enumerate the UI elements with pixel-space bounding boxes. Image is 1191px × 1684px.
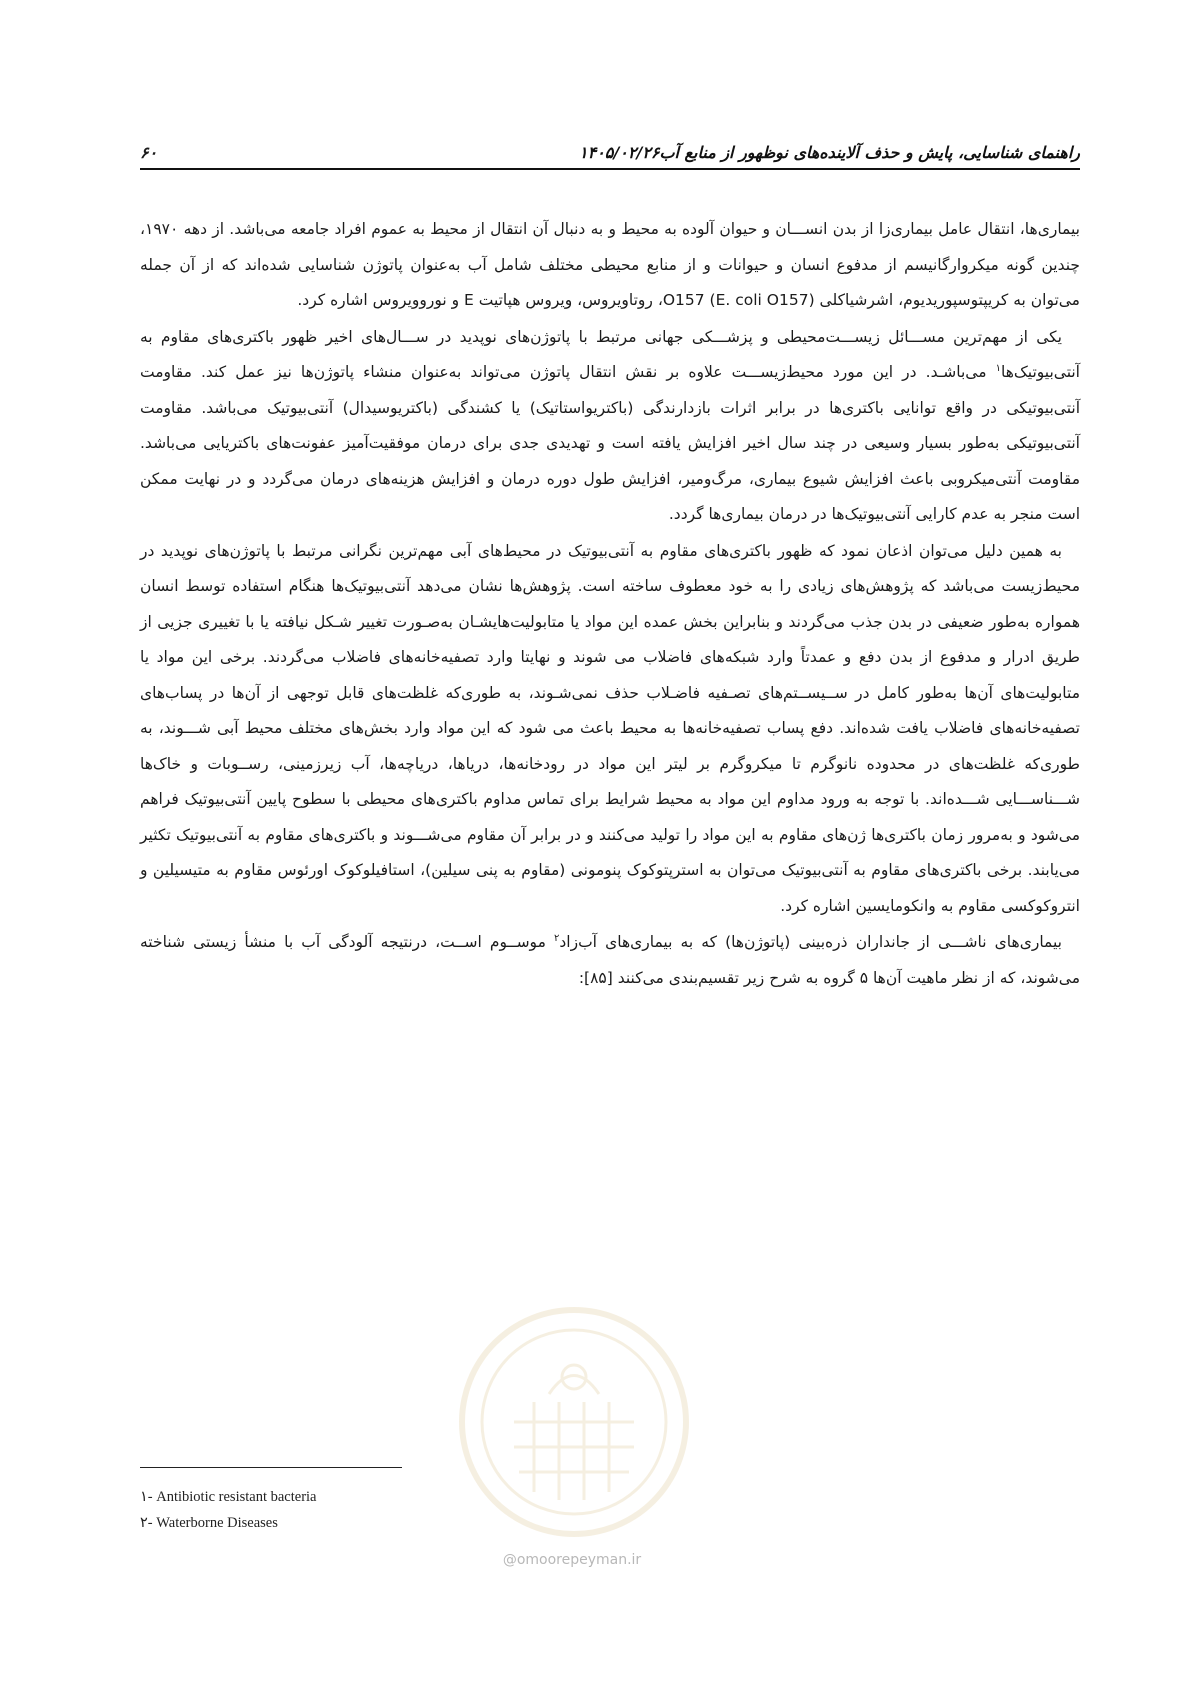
header-title: راهنمای شناسایی، پایش و حذف آلاینده‌های نوظهور از منابع آب	[659, 143, 1080, 162]
footnote-divider	[140, 1467, 402, 1468]
paragraph-4: بیماری‌های ناشـــی از جانداران ذره‌بینی (پاتوژن‌ها) که به بیماری‌های آب‌زاد$^۲$ موســوم اســت، درنتیجه آلودگی آب با منشأ زیستی شناخته می‌شوند، که از نظر ماهیت آن‌ها ۵ گروه به شرح زیر تقسیم‌بندی می‌کنند [۸۵]:	[140, 932, 1080, 987]
header-divider	[140, 168, 1080, 170]
footnote-1: ۱- Antibiotic resistant bacteria	[140, 1489, 317, 1505]
header-date: ۱۴۰۵/۰۲/۲۶	[579, 143, 660, 162]
footnote-2: ۲- Waterborne Diseases	[140, 1515, 278, 1531]
watermark-site: @omoorepeyman.ir	[502, 1552, 642, 1568]
footnote-ref-2: ۲	[554, 932, 560, 944]
footnotes	[140, 1484, 640, 1536]
running-header	[140, 128, 1080, 162]
footnote-ref-1: ۱	[995, 362, 1002, 374]
page-number: ۶۰	[140, 143, 158, 162]
paragraph-2: یکی از مهم‌ترین مســـائل زیســـت‌محیطی و پزشـــکی جهانی مرتبط با پاتوژن‌های نوپدید در ســـال‌های اخیر ظهور باکتری‌های مقاوم به آنتی‌بیوتیک‌ها$^۱$ می‌باشـد. در این مورد محیط‌زیســـت علاوه بر نقش انتقال پاتوژن می‌تواند به‌عنوان منشاء پاتوژن‌ها نیز عمل کند. مقاومت آنتی‌بیوتیکی در واقع توانایی باکتری‌ها در برابر اثرات بازدارندگی (باکتریواستاتیک) یا کشندگی (باکتریوسیدال) آنتی‌بیوتیک می‌باشد. مقاومت آنتی‌بیوتیکی به‌طور بسیار وسیعی در چند سال اخیر افزایش یافته است و تهدیدی جدی برای درمان موفقیت‌آمیز عفونت‌های باکتریایی می‌باشد. مقاومت آنتی‌میکروبی باعث افزایش شیوع بیماری، مرگ‌ومیر، افزایش طول دوره درمان و افزایش هزینه‌های درمان می‌گردد و در نهایت ممکن است منجر به عدم کارایی آنتی‌بیوتیک‌ها در درمان بیماری‌ها گردد.	[140, 327, 1080, 523]
body-text	[140, 212, 1080, 997]
paragraph-1: بیماری‌ها، انتقال عامل بیماری‌زا از بدن انســـان و حیوان آلوده به محیط و به دنبال آن انتقال از محیط به عموم افراد جامعه می‌باشد. از دهه ۱۹۷۰، چندین گونه میکروارگانیسم از مدفوع انسان و حیوانات و از منابع محیطی مختلف شامل آب به‌عنوان پاتوژن شناسایی شده‌اند که از آن جمله می‌توان به کریپتوسپوریدیوم، اشرشیاکلی O157 (E. coli O157)، روتاویروس، ویروس هپاتیت E و نوروویروس اشاره کرد.	[140, 220, 1080, 309]
paragraph-3: به همین دلیل می‌توان اذعان نمود که ظهور باکتری‌های مقاوم به آنتی‌بیوتیک در محیط‌های آبی مهم‌ترین نگرانی مرتبط با پاتوژن‌های نوپدید در محیط‌زیست می‌باشد که پژوهش‌های زیادی را به خود معطوف ساخته است. پژوهش‌ها نشان می‌دهد آنتی‌بیوتیک‌ها هنگام استفاده توسط انسان همواره به‌طور ضعیفی در بدن جذب می‌گردند و بنابراین بخش عمده این مواد یا متابولیت‌هایشـان به‌صـورت تغییر شـکل نیافته یا با تغییری جزیی از طریق ادرار و مدفوع از بدن دفع و عمدتاً وارد شبکه‌های فاضلاب می شوند و نهایتا وارد تصفیه‌خانه‌های فاضلاب می‌گردند. برخی این مواد یا متابولیت‌های آن‌ها به‌طور کامل در ســیســتم‌های تصـفیه فاضـلاب حذف نمی‌شـوند، به طوری‌که غلظت‌های قابل توجهی از آن‌ها در پساب‌های تصفیه‌خانه‌های فاضلاب یافت شده‌اند. دفع پساب تصفیه‌خانه‌ها به محیط باعث می شود که این مواد وارد بخش‌های مختلف محیط آبی شـــوند، به طوری‌که غلظت‌های در محدوده نانوگرم تا میکروگرم بر لیتر این مواد در رودخانه‌ها، دریاها، دریاچه‌ها، آب زیرزمینی، رســوبات و خاک‌ها شـــناســـایی شـــده‌اند. با توجه به ورود مداوم این مواد به محیط شرایط برای تماس مداوم باکتری‌های محیطی با سطوح پایین آنتی‌بیوتیک فراهم می‌شود و به‌مرور زمان باکتری‌ها ژن‌های مقاوم به این مواد را تولید می‌کنند و در برابر آن مقاوم می‌شـــوند و باکتری‌های مقاوم به آنتی‌بیوتیک تکثیر می‌یابند. برخی باکتری‌های مقاوم به آنتی‌بیوتیک می‌توان به استرپتوکوک پنومونی (مقاوم به پنی سیلین)، استافیلوکوک اورئوس مقاوم به متیسیلین و انتروکوکسی مقاوم به وانکومایسین اشاره کرد.	[140, 541, 1080, 915]
